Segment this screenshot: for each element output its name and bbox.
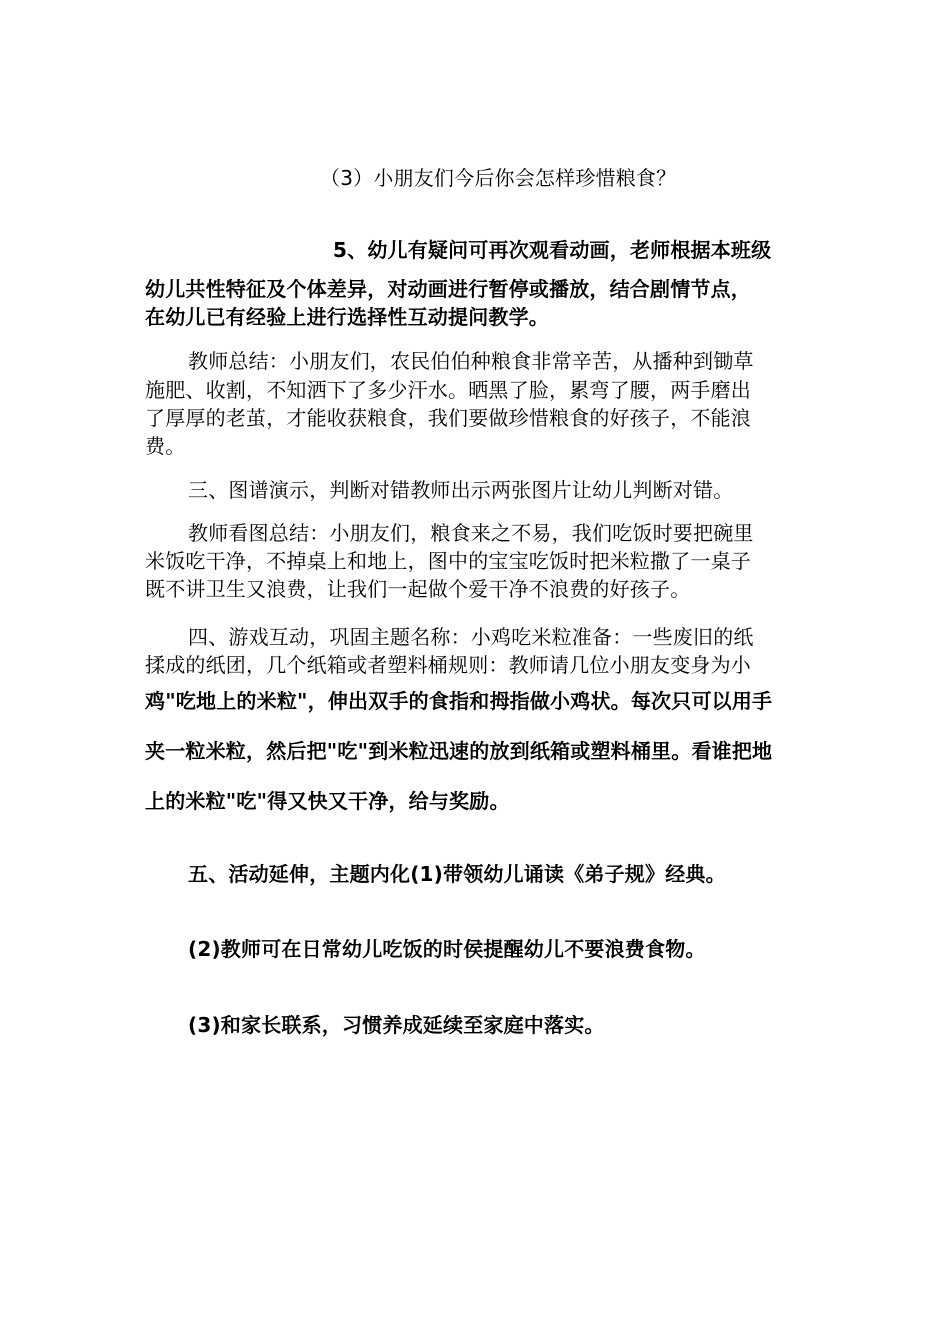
step-5-line-1: 5、幼儿有疑问可再次观看动画，老师根据本班级 <box>333 238 772 262</box>
section-5-line-2: (2)教师可在日常幼儿吃饭的时侯提醒幼儿不要浪费食物。 <box>188 937 706 961</box>
summary-line-3: 了厚厚的老茧，才能收获粮食，我们要做珍惜粮食的好孩子，不能浪 <box>145 406 751 430</box>
picture-summary-line-3: 既不讲卫生又浪费，让我们一起做个爱干净不浪费的好孩子。 <box>145 577 691 601</box>
section-4-line-5: 上的米粒"吃"得又快又干净，给与奖励。 <box>145 789 510 813</box>
summary-line-4: 费。 <box>145 434 186 458</box>
section-3-heading: 三、图谱演示，判断对错教师出示两张图片让幼儿判断对错。 <box>188 478 734 502</box>
summary-line-2: 施肥、收割，不知洒下了多少汗水。晒黑了脸，累弯了腰，两手磨出 <box>145 378 751 402</box>
section-5-line-3: (3)和家长联系，习惯养成延续至家庭中落实。 <box>188 1013 605 1037</box>
section-4-line-1: 四、游戏互动，巩固主题名称：小鸡吃米粒准备：一些废旧的纸 <box>188 625 754 649</box>
question-3: （3）小朋友们今后你会怎样珍惜粮食？ <box>320 166 677 190</box>
section-5-line-1: 五、活动延伸，主题内化(1)带领幼儿诵读《弟子规》经典。 <box>188 862 726 886</box>
step-5-line-3: 在幼儿已有经验上进行选择性互动提问教学。 <box>145 305 549 329</box>
picture-summary-line-2: 米饭吃干净，不掉桌上和地上，图中的宝宝吃饭时把米粒撒了一桌子 <box>145 549 751 573</box>
step-5-line-2: 幼儿共性特征及个体差异，对动画进行暂停或播放，结合剧情节点， <box>145 277 751 301</box>
section-4-line-2: 揉成的纸团，几个纸箱或者塑料桶规则：教师请几位小朋友变身为小 <box>145 653 751 677</box>
section-4-line-4: 夹一粒米粒，然后把"吃"到米粒迅速的放到纸箱或塑料桶里。看谁把地 <box>145 739 773 763</box>
section-4-line-3: 鸡"吃地上的米粒"，伸出双手的食指和拇指做小鸡状。每次只可以用手 <box>145 689 773 713</box>
picture-summary-line-1: 教师看图总结：小朋友们，粮食来之不易，我们吃饭时要把碗里 <box>188 521 754 545</box>
summary-line-1: 教师总结：小朋友们，农民伯伯种粮食非常辛苦，从播种到锄草 <box>188 349 754 373</box>
